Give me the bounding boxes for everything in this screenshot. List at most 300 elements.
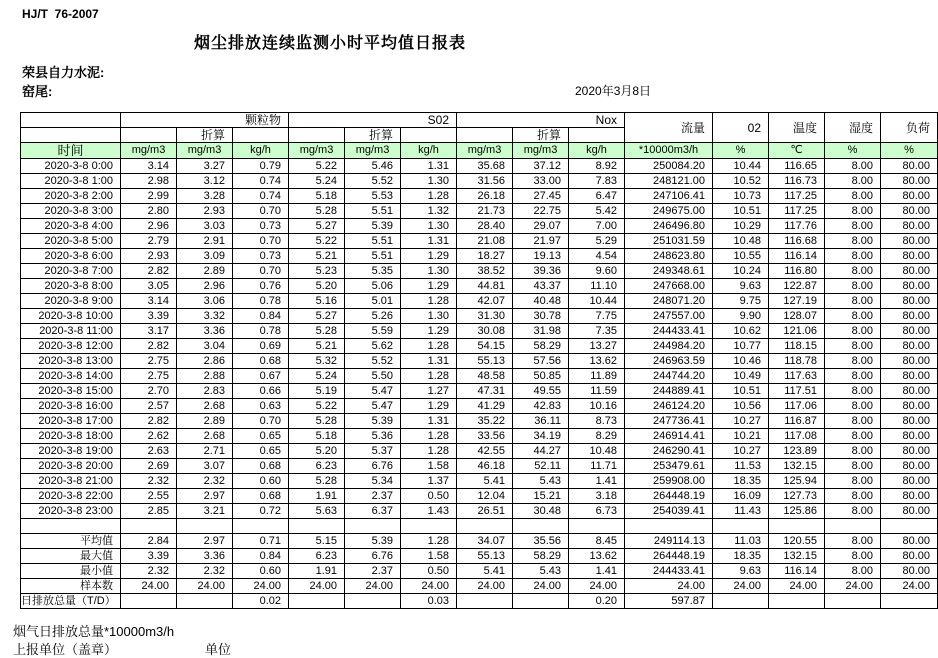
value-cell: 38.52 (457, 264, 513, 279)
group-header-pm: 颗粒物 (121, 113, 289, 128)
value-cell: 120.55 (769, 534, 825, 549)
subheader-converted-pm: 折算 (177, 128, 233, 143)
value-cell: 2.32 (177, 564, 233, 579)
value-cell (513, 519, 569, 534)
value-cell: 5.21 (289, 249, 345, 264)
value-cell: 5.28 (289, 324, 345, 339)
value-cell: 7.35 (569, 324, 625, 339)
location-label: 窑尾: (22, 84, 53, 99)
value-cell: 5.39 (345, 414, 401, 429)
value-cell: 3.21 (177, 504, 233, 519)
value-cell: 132.15 (769, 549, 825, 564)
value-cell: 24.00 (457, 579, 513, 594)
value-cell: 1.91 (289, 564, 345, 579)
unit-mgm3: mg/m3 (121, 143, 177, 159)
value-cell: 80.00 (881, 384, 938, 399)
value-cell: 42.07 (457, 294, 513, 309)
value-cell: 5.28 (289, 474, 345, 489)
value-cell: 10.77 (713, 339, 769, 354)
value-cell: 248623.80 (625, 249, 713, 264)
value-cell: 24.00 (769, 579, 825, 594)
group-header-nox: Nox (457, 113, 625, 128)
header-blank-cell (121, 128, 177, 143)
value-cell: 6.47 (569, 189, 625, 204)
value-cell: 8.00 (825, 249, 881, 264)
header-blank-cell (401, 128, 457, 143)
value-cell (233, 519, 289, 534)
table-row (21, 189, 938, 204)
value-cell: 13.62 (569, 549, 625, 564)
unit-header-row (21, 143, 938, 159)
value-cell: 0.68 (233, 489, 289, 504)
value-cell: 0.65 (233, 429, 289, 444)
value-cell (625, 519, 713, 534)
value-cell: 24.00 (881, 579, 938, 594)
value-cell: 117.25 (769, 204, 825, 219)
value-cell: 80.00 (881, 294, 938, 309)
value-cell: 30.08 (457, 324, 513, 339)
value-cell: 10.48 (713, 234, 769, 249)
table-row (21, 429, 938, 444)
value-cell: 8.00 (825, 414, 881, 429)
time-cell: 2020-3-8 0:00 (21, 159, 121, 174)
value-cell: 5.35 (345, 264, 401, 279)
value-cell: 3.05 (121, 279, 177, 294)
value-cell: 46.18 (457, 459, 513, 474)
group-header-humidity: 湿度 (825, 113, 881, 143)
unit-percent: % (713, 143, 769, 159)
value-cell: 1.58 (401, 459, 457, 474)
value-cell: 1.28 (401, 339, 457, 354)
unit-flow: *10000m3/h (625, 143, 713, 159)
value-cell: 117.51 (769, 384, 825, 399)
value-cell: 2.85 (121, 504, 177, 519)
unit-mgm3: mg/m3 (513, 143, 569, 159)
value-cell: 8.00 (825, 564, 881, 579)
value-cell: 0.70 (233, 234, 289, 249)
value-cell: 41.29 (457, 399, 513, 414)
value-cell: 80.00 (881, 339, 938, 354)
value-cell: 29.07 (513, 219, 569, 234)
value-cell: 5.51 (345, 249, 401, 264)
value-cell: 8.00 (825, 429, 881, 444)
value-cell: 2.97 (177, 489, 233, 504)
value-cell: 2.62 (121, 429, 177, 444)
value-cell: 0.78 (233, 324, 289, 339)
unit-kgh: kg/h (401, 143, 457, 159)
value-cell: 0.68 (233, 459, 289, 474)
value-cell: 0.68 (233, 354, 289, 369)
value-cell: 24.00 (289, 579, 345, 594)
value-cell: 6.23 (289, 459, 345, 474)
value-cell: 1.28 (401, 294, 457, 309)
value-cell: 8.00 (825, 264, 881, 279)
value-cell: 8.00 (825, 309, 881, 324)
value-cell: 128.07 (769, 309, 825, 324)
value-cell: 10.29 (713, 219, 769, 234)
value-cell: 3.39 (121, 549, 177, 564)
value-cell: 5.51 (345, 234, 401, 249)
value-cell: 5.16 (289, 294, 345, 309)
time-cell: 2020-3-8 14:00 (21, 369, 121, 384)
value-cell: 0.67 (233, 369, 289, 384)
value-cell: 1.41 (569, 474, 625, 489)
value-cell: 11.59 (569, 384, 625, 399)
value-cell: 0.50 (401, 564, 457, 579)
table-row (21, 369, 938, 384)
value-cell: 127.19 (769, 294, 825, 309)
value-cell: 2.32 (121, 474, 177, 489)
value-cell (457, 594, 513, 609)
value-cell: 36.11 (513, 414, 569, 429)
value-cell: 80.00 (881, 399, 938, 414)
value-cell: 249114.13 (625, 534, 713, 549)
value-cell: 1.30 (401, 219, 457, 234)
value-cell: 2.57 (121, 399, 177, 414)
value-cell: 8.00 (825, 219, 881, 234)
value-cell: 80.00 (881, 534, 938, 549)
value-cell: 80.00 (881, 264, 938, 279)
value-cell (713, 519, 769, 534)
value-cell: 5.01 (345, 294, 401, 309)
value-cell: 34.07 (457, 534, 513, 549)
time-cell: 2020-3-8 10:00 (21, 309, 121, 324)
value-cell: 5.22 (289, 399, 345, 414)
value-cell: 0.72 (233, 504, 289, 519)
value-cell: 2.99 (121, 189, 177, 204)
value-cell: 0.03 (401, 594, 457, 609)
value-cell: 125.94 (769, 474, 825, 489)
value-cell: 3.09 (177, 249, 233, 264)
value-cell: 11.03 (713, 534, 769, 549)
value-cell: 2.70 (121, 384, 177, 399)
value-cell: 24.00 (713, 579, 769, 594)
value-cell: 0.63 (233, 399, 289, 414)
value-cell: 117.06 (769, 399, 825, 414)
table-row (21, 339, 938, 354)
value-cell: 125.86 (769, 504, 825, 519)
value-cell: 80.00 (881, 174, 938, 189)
header-group-row (21, 113, 938, 128)
value-cell: 5.23 (289, 264, 345, 279)
value-cell: 80.00 (881, 429, 938, 444)
value-cell: 5.63 (289, 504, 345, 519)
time-cell: 2020-3-8 4:00 (21, 219, 121, 234)
footer-unit-label: 单位 (205, 642, 232, 657)
value-cell: 3.06 (177, 294, 233, 309)
table-row (21, 279, 938, 294)
value-cell: 28.40 (457, 219, 513, 234)
value-cell: 3.32 (177, 309, 233, 324)
value-cell: 57.56 (513, 354, 569, 369)
value-cell: 8.00 (825, 354, 881, 369)
value-cell: 6.37 (345, 504, 401, 519)
value-cell: 118.15 (769, 339, 825, 354)
value-cell: 31.56 (457, 174, 513, 189)
value-cell: 8.00 (825, 369, 881, 384)
footer-reporting-unit: 上报单位（盖章） (13, 642, 118, 657)
value-cell: 244433.41 (625, 564, 713, 579)
unit-mgm3: mg/m3 (289, 143, 345, 159)
value-cell: 1.31 (401, 414, 457, 429)
summary-row (21, 594, 938, 609)
value-cell (457, 519, 513, 534)
unit-percent: % (881, 143, 938, 159)
value-cell: 0.73 (233, 219, 289, 234)
table-row (21, 474, 938, 489)
value-cell: 54.15 (457, 339, 513, 354)
value-cell: 16.09 (713, 489, 769, 504)
value-cell: 8.45 (569, 534, 625, 549)
value-cell: 5.53 (345, 189, 401, 204)
value-cell: 117.76 (769, 219, 825, 234)
value-cell: 21.73 (457, 204, 513, 219)
value-cell: 0.70 (233, 264, 289, 279)
value-cell: 24.00 (569, 579, 625, 594)
value-cell: 9.90 (713, 309, 769, 324)
value-cell: 55.13 (457, 549, 513, 564)
value-cell (177, 594, 233, 609)
footer-flue-gas-total: 烟气日排放总量*10000m3/h (13, 624, 175, 639)
value-cell: 5.50 (345, 369, 401, 384)
value-cell: 247557.00 (625, 309, 713, 324)
subheader-converted-so2: 折算 (345, 128, 401, 143)
value-cell: 2.82 (121, 339, 177, 354)
table-row (21, 414, 938, 429)
value-cell: 1.29 (401, 399, 457, 414)
time-cell: 2020-3-8 11:00 (21, 324, 121, 339)
value-cell: 3.27 (177, 159, 233, 174)
value-cell: 254039.41 (625, 504, 713, 519)
value-cell: 24.00 (401, 579, 457, 594)
value-cell: 2.82 (121, 414, 177, 429)
value-cell: 5.36 (345, 429, 401, 444)
value-cell: 5.26 (345, 309, 401, 324)
value-cell: 1.31 (401, 159, 457, 174)
value-cell: 24.00 (177, 579, 233, 594)
value-cell: 5.27 (289, 219, 345, 234)
value-cell: 0.70 (233, 414, 289, 429)
value-cell: 6.73 (569, 504, 625, 519)
value-cell: 2.93 (177, 204, 233, 219)
value-cell: 1.28 (401, 369, 457, 384)
group-header-flow: 流量 (625, 113, 713, 143)
value-cell: 0.84 (233, 549, 289, 564)
value-cell: 0.74 (233, 189, 289, 204)
value-cell: 8.00 (825, 174, 881, 189)
value-cell: 2.83 (177, 384, 233, 399)
table-row (21, 384, 938, 399)
table-row (21, 309, 938, 324)
value-cell: 123.89 (769, 444, 825, 459)
unit-percent: % (825, 143, 881, 159)
value-cell: 5.20 (289, 279, 345, 294)
row-label-cell: 样本数 (21, 579, 121, 594)
time-cell: 2020-3-8 8:00 (21, 279, 121, 294)
time-cell: 2020-3-8 2:00 (21, 189, 121, 204)
table-row (21, 294, 938, 309)
value-cell: 7.00 (569, 219, 625, 234)
value-cell: 33.00 (513, 174, 569, 189)
value-cell: 80.00 (881, 159, 938, 174)
value-cell: 2.37 (345, 489, 401, 504)
value-cell: 2.32 (121, 564, 177, 579)
value-cell: 1.58 (401, 549, 457, 564)
value-cell: 6.76 (345, 459, 401, 474)
summary-row (21, 549, 938, 564)
value-cell: 2.71 (177, 444, 233, 459)
value-cell: 1.43 (401, 504, 457, 519)
value-cell: 8.00 (825, 234, 881, 249)
value-cell: 0.79 (233, 159, 289, 174)
value-cell: 127.73 (769, 489, 825, 504)
value-cell: 117.63 (769, 369, 825, 384)
value-cell: 1.31 (401, 234, 457, 249)
value-cell: 10.24 (713, 264, 769, 279)
value-cell (121, 594, 177, 609)
value-cell: 24.00 (625, 579, 713, 594)
value-cell: 5.62 (345, 339, 401, 354)
value-cell: 5.24 (289, 174, 345, 189)
value-cell: 2.69 (121, 459, 177, 474)
value-cell: 8.00 (825, 279, 881, 294)
time-cell: 2020-3-8 20:00 (21, 459, 121, 474)
value-cell: 247736.41 (625, 414, 713, 429)
summary-row (21, 579, 938, 594)
subheader-converted-nox: 折算 (513, 128, 569, 143)
value-cell: 247106.41 (625, 189, 713, 204)
unit-mgm3: mg/m3 (457, 143, 513, 159)
table-row (21, 459, 938, 474)
value-cell: 5.51 (345, 204, 401, 219)
value-cell: 2.75 (121, 354, 177, 369)
value-cell: 0.73 (233, 249, 289, 264)
header-blank-cell (233, 128, 289, 143)
value-cell: 18.35 (713, 474, 769, 489)
value-cell: 10.27 (713, 414, 769, 429)
table-row (21, 444, 938, 459)
value-cell: 5.41 (457, 564, 513, 579)
value-cell: 34.19 (513, 429, 569, 444)
row-label-cell (21, 519, 121, 534)
value-cell: 1.41 (569, 564, 625, 579)
value-cell: 8.00 (825, 159, 881, 174)
value-cell: 246963.59 (625, 354, 713, 369)
value-cell: 0.74 (233, 174, 289, 189)
value-cell: 10.44 (713, 159, 769, 174)
value-cell: 22.75 (513, 204, 569, 219)
value-cell: 253479.61 (625, 459, 713, 474)
value-cell: 27.45 (513, 189, 569, 204)
value-cell: 80.00 (881, 219, 938, 234)
value-cell (569, 519, 625, 534)
value-cell: 11.10 (569, 279, 625, 294)
value-cell: 8.00 (825, 489, 881, 504)
value-cell: 10.16 (569, 399, 625, 414)
time-cell: 2020-3-8 19:00 (21, 444, 121, 459)
value-cell: 44.27 (513, 444, 569, 459)
value-cell: 12.04 (457, 489, 513, 504)
value-cell: 244744.20 (625, 369, 713, 384)
value-cell: 3.39 (121, 309, 177, 324)
value-cell: 24.00 (513, 579, 569, 594)
value-cell: 58.29 (513, 339, 569, 354)
value-cell: 30.78 (513, 309, 569, 324)
value-cell: 264448.19 (625, 489, 713, 504)
value-cell: 5.43 (513, 564, 569, 579)
time-cell: 2020-3-8 21:00 (21, 474, 121, 489)
value-cell (881, 594, 938, 609)
value-cell: 1.32 (401, 204, 457, 219)
unit-mgm3: mg/m3 (177, 143, 233, 159)
value-cell: 122.87 (769, 279, 825, 294)
value-cell: 3.04 (177, 339, 233, 354)
value-cell: 80.00 (881, 234, 938, 249)
value-cell: 2.82 (121, 264, 177, 279)
value-cell (825, 519, 881, 534)
value-cell: 117.08 (769, 429, 825, 444)
value-cell: 30.48 (513, 504, 569, 519)
summary-row (21, 534, 938, 549)
value-cell: 10.73 (713, 189, 769, 204)
value-cell: 3.36 (177, 549, 233, 564)
value-cell: 8.00 (825, 399, 881, 414)
value-cell: 597.87 (625, 594, 713, 609)
value-cell: 31.98 (513, 324, 569, 339)
time-cell: 2020-3-8 18:00 (21, 429, 121, 444)
value-cell: 249348.61 (625, 264, 713, 279)
value-cell: 0.02 (233, 594, 289, 609)
value-cell: 246290.41 (625, 444, 713, 459)
value-cell: 80.00 (881, 414, 938, 429)
value-cell: 5.37 (345, 444, 401, 459)
value-cell: 5.06 (345, 279, 401, 294)
value-cell: 15.21 (513, 489, 569, 504)
value-cell: 132.15 (769, 459, 825, 474)
value-cell: 10.51 (713, 384, 769, 399)
value-cell (825, 594, 881, 609)
value-cell: 1.30 (401, 174, 457, 189)
header-blank-cell (569, 128, 625, 143)
value-cell: 5.34 (345, 474, 401, 489)
time-cell: 2020-3-8 9:00 (21, 294, 121, 309)
value-cell: 26.18 (457, 189, 513, 204)
table-row (21, 264, 938, 279)
value-cell: 37.12 (513, 159, 569, 174)
value-cell: 3.28 (177, 189, 233, 204)
blank-row (21, 519, 938, 534)
report-table (20, 112, 938, 609)
value-cell: 10.46 (713, 354, 769, 369)
summary-row (21, 564, 938, 579)
value-cell: 8.00 (825, 324, 881, 339)
table-row (21, 159, 938, 174)
value-cell: 3.17 (121, 324, 177, 339)
report-date: 2020年3月8日 (575, 84, 652, 98)
value-cell: 249675.00 (625, 204, 713, 219)
time-cell: 2020-3-8 22:00 (21, 489, 121, 504)
time-cell: 2020-3-8 23:00 (21, 504, 121, 519)
value-cell: 80.00 (881, 204, 938, 219)
value-cell: 116.14 (769, 249, 825, 264)
value-cell: 10.49 (713, 369, 769, 384)
value-cell: 0.71 (233, 534, 289, 549)
time-cell: 2020-3-8 1:00 (21, 174, 121, 189)
value-cell: 2.97 (177, 534, 233, 549)
value-cell: 2.93 (121, 249, 177, 264)
group-header-load: 负荷 (881, 113, 938, 143)
value-cell: 1.29 (401, 249, 457, 264)
